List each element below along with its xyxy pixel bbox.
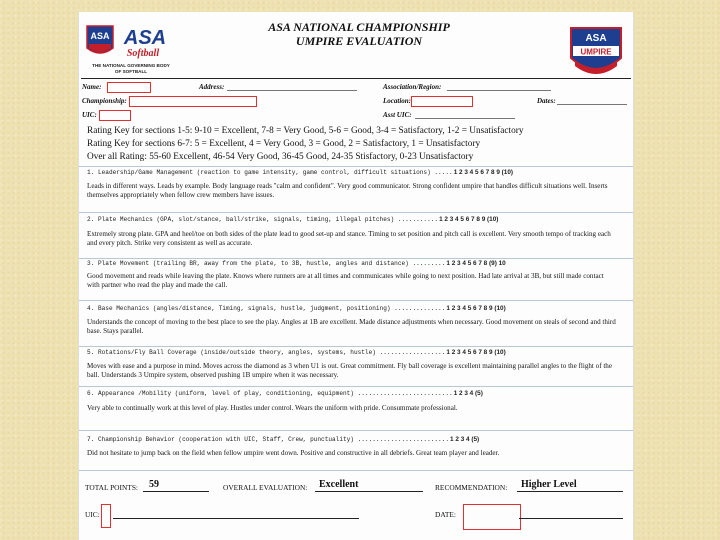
svg-text:ASA: ASA (585, 33, 607, 44)
section-divider (79, 258, 633, 259)
association-field[interactable] (447, 82, 551, 91)
rating-key-3: Over all Rating: 55-60 Excellent, 46-54 Very Good, 36-45 Good, 24-35 Stisfactory, 0-23 Unsatisfactory (87, 152, 474, 162)
uic-signature-label: UIC: (85, 510, 100, 519)
date-field[interactable] (463, 504, 521, 530)
dates-label: Dates: (537, 97, 556, 105)
section-6-score: 1 2 3 4 (5) (453, 390, 483, 397)
date-label: DATE: (435, 510, 456, 519)
svg-text:UMPIRE: UMPIRE (580, 47, 612, 57)
section-4-score: 1 2 3 4 5 6 7 8 9 (10) (446, 305, 506, 312)
section-divider (79, 386, 633, 387)
name-label: Name: (82, 83, 102, 91)
section-divider (79, 212, 633, 213)
section-2-comment: Extremely strong plate. GPA and heel/toe on both sides of the plate lead to good set-up and stance. Timing to set position and pitch call is excellent. Very smooth tempo of tracking each and every pitch. Strike very consistent as well as accurate. (87, 230, 611, 247)
rating-key-2: Rating Key for sections 6-7: 5 = Excellent, 4 = Very Good, 3 = Good, 2 = Satisfactory, 1 = Unsatisfactory (87, 139, 481, 149)
uic-signature-field[interactable] (101, 504, 111, 528)
form-title (209, 20, 509, 48)
total-points-line (143, 491, 209, 492)
asa-umpire-logo (563, 24, 629, 80)
name-field[interactable] (107, 82, 151, 93)
title-line-2: UMPIRE EVALUATION (295, 34, 423, 48)
section-divider (79, 346, 633, 347)
svg-text:OF SOFTBALL: OF SOFTBALL (114, 69, 148, 74)
section-1-comment: Leads in different ways. Leads by example. Body language reads "calm and confident". Very good communicator. Strong confident umpire that handles difficult situations well. Inserts themselves appropriately when fellow crew members have issues. (87, 182, 608, 199)
svg-text:THE NATIONAL GOVERNING BODY: THE NATIONAL GOVERNING BODY (92, 63, 170, 68)
asst-uic-field[interactable] (415, 110, 515, 119)
section-1-score: 1 2 3 4 5 6 7 8 9 (10) (453, 169, 514, 176)
section-divider (79, 430, 633, 431)
svg-text:ASA: ASA (90, 31, 110, 41)
section-4-comment: Understands the concept of moving to the best place to see the play. Angles at 1B are excellent. Made distance adjustments when necessary. Good movement on steals of second and third base. Stays parallel. (87, 318, 616, 335)
section-5-comment: Moves with ease and a purpose in mind. Moves across the diamond as 3 when U1 is out. Great commitment. Fly ball coverage is excellent maintaining parallel angles to the flight of the ball. Understands 3 Umpire system, observed pushing 1B umpire when it was necessary. (87, 362, 613, 379)
total-points-label: TOTAL POINTS: (85, 483, 138, 492)
location-field[interactable] (411, 96, 473, 107)
uic-signature-line (113, 518, 359, 519)
section-7-heading: 7. Championship Behavior (cooperation with UIC, Staff, Crew, punctuality) .........................1 2 3 4 (5) (87, 436, 480, 443)
uic-field[interactable] (99, 110, 131, 121)
championship-field[interactable] (129, 96, 257, 107)
section-1-heading: 1. Leadership/Game Management (reaction to game intensity, game control, difficult situations) .....1 2 3 4 5 6 7 8 9 (10) (87, 169, 514, 176)
section-2-score: 1 2 3 4 5 6 7 8 9 (10) (439, 216, 499, 223)
recommendation-value[interactable]: Higher Level (521, 479, 577, 490)
overall-evaluation-label: OVERALL EVALUATION: (223, 483, 308, 492)
address-field[interactable] (227, 82, 357, 91)
asst-uic-label: Asst UIC: (383, 111, 412, 119)
section-5-score: 1 2 3 4 5 6 7 8 9 (10) (446, 349, 506, 356)
section-6-comment: Very able to continually work at this level of play. Hustles under control. Wears the uniform with pride. Consummate professional. (87, 404, 458, 412)
asa-softball-logo (83, 20, 179, 78)
overall-evaluation-line (315, 491, 423, 492)
address-label: Address: (199, 83, 225, 91)
overall-evaluation-value[interactable]: Excellent (319, 479, 359, 490)
evaluation-form (78, 12, 634, 540)
total-points-value[interactable]: 59 (149, 479, 159, 490)
section-6-heading: 6. Appearance /Mobility (uniform, level of play, conditioning, equipment) ..........................1 2 3 4 (5) (87, 390, 483, 397)
section-divider (79, 166, 633, 167)
association-label: Association/Region: (383, 83, 442, 91)
section-7-score: 1 2 3 4 (5) (450, 436, 480, 443)
header-rule (81, 78, 631, 79)
uic-label: UIC: (82, 111, 97, 119)
section-3-comment: Good movement and reads while leaving the plate. Knows where runners are at all times and communicates while going to next position. Had late arrival at 3B, but still made contact with partner who read the play and made the call. (87, 272, 604, 289)
recommendation-label: RECOMMENDATION: (435, 483, 508, 492)
section-divider (79, 470, 633, 471)
section-7-comment: Did not hesitate to jump back on the field when fellow umpire went down. Positive and constructive in all debriefs. Great team player and leader. (87, 449, 500, 457)
section-5-heading: 5. Rotations/Fly Ball Coverage (inside/outside theory, angles, systems, hustle) ..................1 2 3 4 5 6 7 8 9 (10) (87, 349, 506, 356)
section-2-heading: 2. Plate Mechanics (GPA, slot/stance, ball/strike, signals, timing, illegal pitches) ...........1 2 3 4 5 6 7 8 9 (10) (87, 216, 499, 223)
section-3-score: 1 2 3 4 5 6 7 8 (9) 10 (446, 260, 506, 267)
recommendation-line (517, 491, 623, 492)
svg-text:Softball: Softball (126, 48, 160, 59)
dates-field[interactable] (557, 96, 627, 105)
section-divider (79, 300, 633, 301)
svg-text:ASA: ASA (123, 27, 167, 49)
date-line (519, 518, 623, 519)
rating-key-1: Rating Key for sections 1-5: 9-10 = Excellent, 7-8 = Very Good, 5-6 = Good, 3-4 = Satisfactory, 1-2 = Unsatisfactory (87, 126, 524, 136)
title-line-1: ASA NATIONAL CHAMPIONSHIP (268, 20, 450, 34)
section-4-heading: 4. Base Mechanics (angles/distance, Timing, signals, hustle, judgment, positioning) ..............1 2 3 4 5 6 7 8 9 (10) (87, 305, 506, 312)
location-label: Location: (383, 97, 411, 105)
championship-label: Championship: (82, 97, 127, 105)
section-3-heading: 3. Plate Movement (trailing BR, away from the plate, to 3B, hustle, angles and distance) .........1 2 3 4 5 6 7 8 (9) 10 (87, 260, 506, 267)
